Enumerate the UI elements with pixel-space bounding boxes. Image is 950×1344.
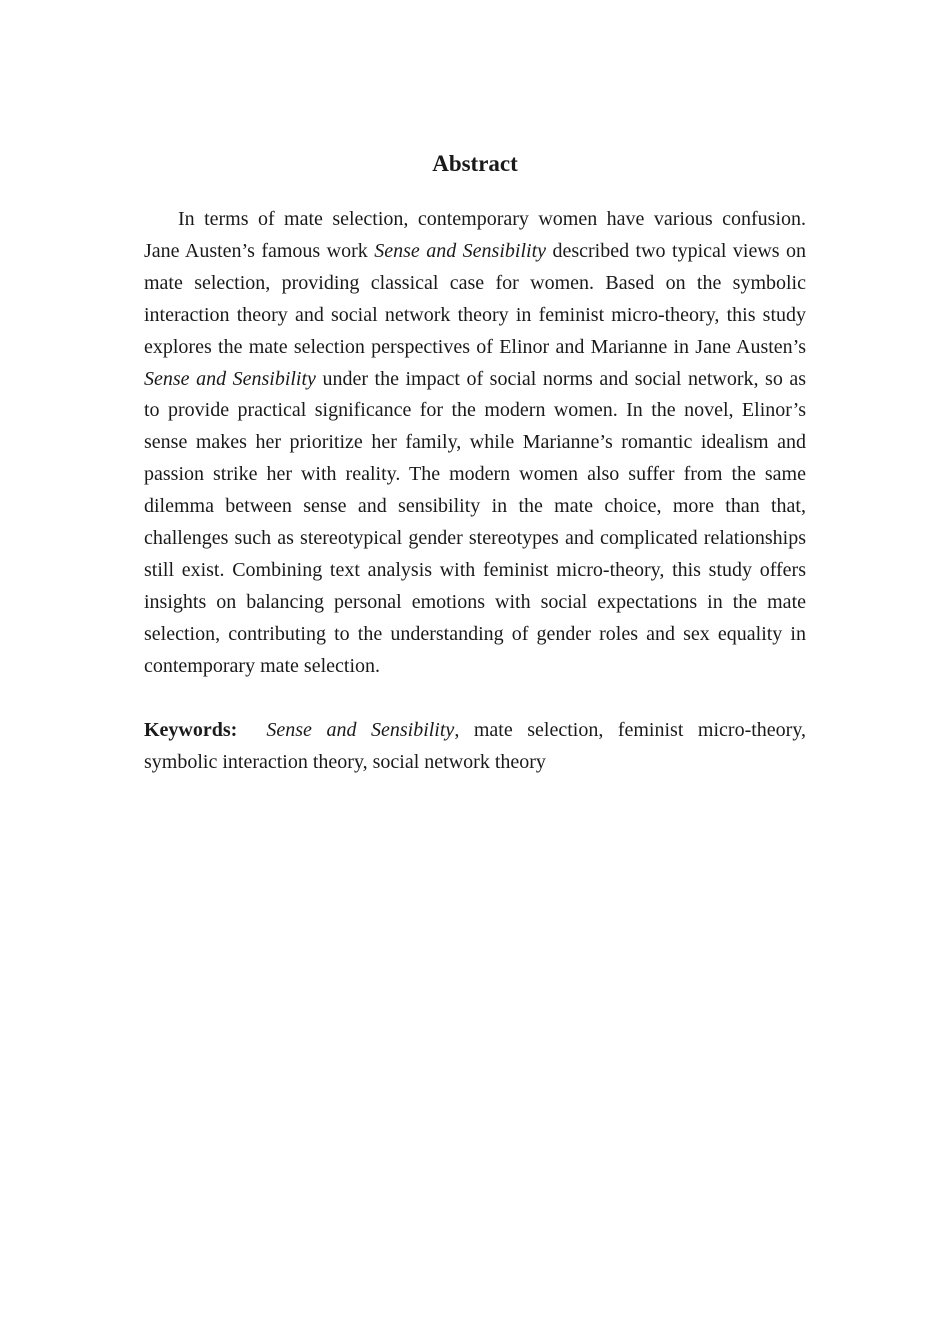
work-title-italic-2: Sense and Sensibility <box>144 367 316 390</box>
abstract-page <box>144 148 806 778</box>
keywords-italic-term: Sense and Sensibility <box>266 718 455 741</box>
abstract-text-2: described two typical views on mate selection, providing classical case for women. Based on the symbolic interaction theory and social network theory in feminist micro-theory, this study explores the mate selection perspectives of Elinor and Marianne in Jane Austen’s <box>144 239 807 358</box>
work-title-italic-1: Sense and Sensibility <box>374 239 547 262</box>
abstract-body <box>144 204 806 683</box>
abstract-text-3: under the impact of social norms and social network, so as to provide practical significance for the modern women. In the novel, Elinor’s sense makes her prioritize her family, while Marianne’s romantic idealism and passion strike her with reality. The modern women also suffer from the same dilemma between sense and sensibility in the mate choice, more than that, challenges such as stereotypical gender stereotypes and complicated relationships still exist. Combining text analysis with feminist micro-theory, this study offers insights on balancing personal emotions with social expectations in the mate selection, contributing to the understanding of gender roles and sex equality in contemporary mate selection. <box>144 367 807 677</box>
abstract-text-1: In terms of mate selection, contemporary women have various confusion. Jane Austen’s famous work <box>144 208 806 262</box>
keywords-list: , mate selection, feminist micro-theory, symbolic interaction theory, social network theory <box>144 718 807 773</box>
keywords-paragraph <box>144 715 806 779</box>
keywords-label: Keywords: <box>144 718 238 741</box>
abstract-title: Abstract <box>432 151 518 176</box>
